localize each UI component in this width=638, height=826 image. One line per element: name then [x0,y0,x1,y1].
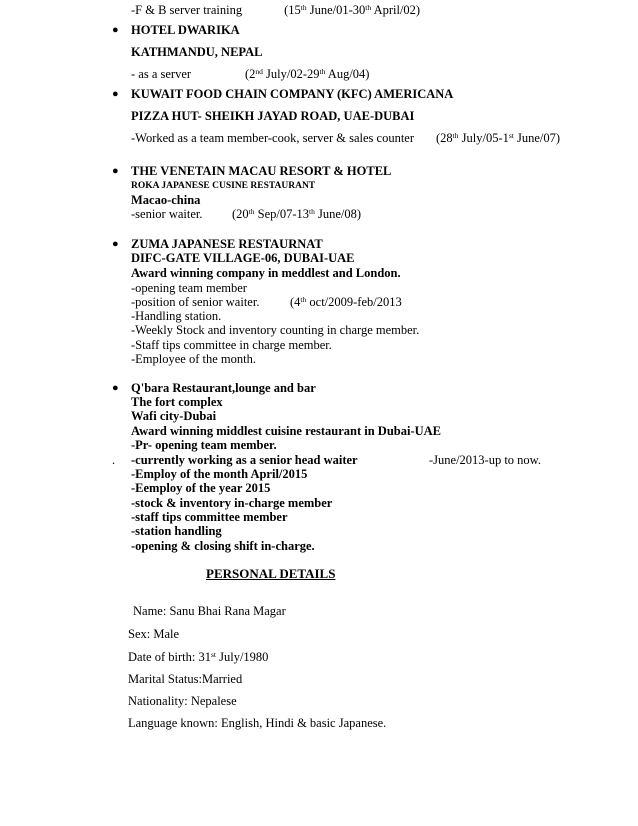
job-line: -station handling [131,524,222,538]
job-line: - as a server [131,67,192,81]
job-line: -Staff tips committee in charge member. [131,338,332,352]
employer-address: The fort complex [131,395,223,409]
detail-marital: Marital Status:Married [128,672,243,686]
bullet-icon: ● [112,238,119,250]
job-line: -Eemploy of the year 2015 [131,481,271,495]
employer-name: ZUMA JAPANESE RESTAURNAT [131,237,323,251]
job-line: -senior waiter. [131,207,203,221]
job-line: -Employ of the month April/2015 [131,467,308,481]
employer-address: DIFC-GATE VILLAGE-06, DUBAI-UAE [131,251,355,265]
employer-award: Award winning company in meddlest and London. [131,266,401,280]
job-dates: -June/2013-up to now. [429,453,542,467]
employer-name: Q'bara Restaurant,lounge and bar [131,381,316,395]
job-line: -Worked as a team member-cook, server & sales counter [131,131,415,145]
employer-name: KUWAIT FOOD CHAIN COMPANY (KFC) AMERICANA [131,87,454,101]
employer-award: Award winning middlest cuisine restaurant in Dubai-UAE [131,424,441,438]
job-line: -Handling station. [131,309,222,323]
detail-dob: Date of birth: 31st July/1980 [128,650,269,664]
employer-name: THE VENETAIN MACAU RESORT & HOTEL [131,164,392,178]
job-line: -Weekly Stock and inventory counting in charge member. [131,323,420,337]
detail-name: Name: Sanu Bhai Rana Magar [133,604,286,618]
bullet-icon: ● [112,88,119,100]
job-line: -stock & inventory in-charge member [131,496,333,510]
job-line: -opening team member [131,281,247,295]
job-line: -Pr- opening team member. [131,438,277,452]
detail-nationality: Nationality: Nepalese [128,694,237,708]
bullet-icon: ● [112,165,119,177]
employer-name: HOTEL DWARIKA [131,23,240,37]
employer-city: Wafi city-Dubai [131,409,217,423]
job-line: -currently working as a senior head waiter [131,453,358,467]
employer-address: PIZZA HUT- SHEIKH JAYAD ROAD, UAE-DUBAI [131,109,415,123]
stray-dot: . [112,453,116,467]
job-dates: (2nd July/02-29th Aug/04) [245,67,370,81]
job-line: -opening & closing shift in-charge. [131,539,315,553]
job-dates: (4th oct/2009-feb/2013 [290,295,402,309]
job-line: -Employee of the month. [131,352,256,366]
employer-city: KATHMANDU, NEPAL [131,45,263,59]
job-line: -position of senior waiter. [131,295,260,309]
job-dates: (28th July/05-1st June/07) [436,131,561,145]
job-line: -staff tips committee member [131,510,288,524]
detail-sex: Sex: Male [128,627,180,641]
section-heading: PERSONAL DETAILS [206,566,336,581]
job-dates: (20th Sep/07-13th June/08) [232,207,362,221]
detail-language: Language known: English, Hindi & basic Japanese. [128,716,387,730]
employer-city: Macao-china [131,193,201,207]
bullet-icon: ● [112,382,119,394]
training-line: -F & B server training (15th June/01-30th April/02) [131,3,421,17]
employer-subtitle: ROKA JAPANESE CUSINE RESTAURANT [131,181,316,191]
bullet-icon: ● [112,24,119,36]
